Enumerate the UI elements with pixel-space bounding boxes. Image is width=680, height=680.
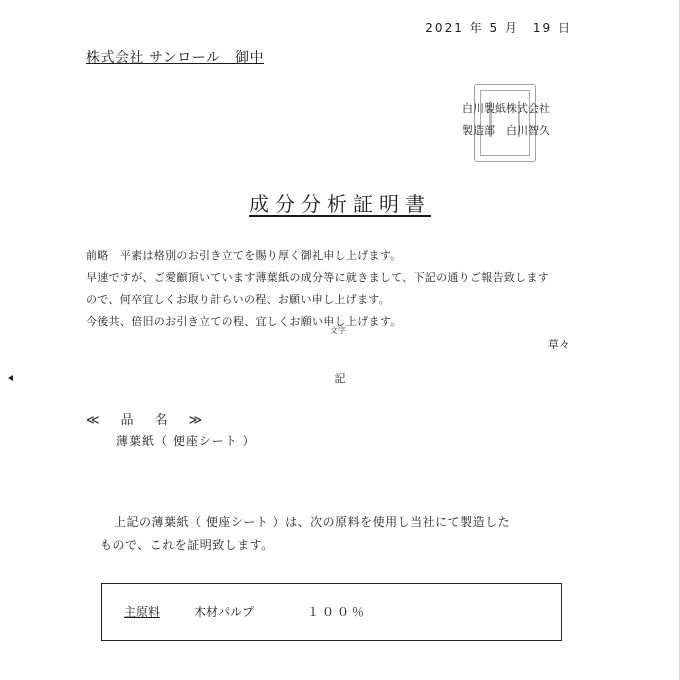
closing-word: 草々 (548, 338, 570, 351)
certification-line: もので、これを証明致します。 (100, 538, 274, 552)
material-percentage: １００％ (307, 605, 368, 619)
ki-heading: 記 (334, 372, 346, 385)
material-label: 主原料 (124, 605, 161, 619)
addressee: 株式会社 サンロール 御中 (86, 50, 264, 66)
body-line: 今後共、倍旧のお引き立ての程、宜しくお願い申し上げます。 (86, 315, 402, 328)
body-line: 早速ですが、ご愛顧頂いています薄葉紙の成分等に就きまして、下記の通りご報告致します (86, 271, 550, 284)
item-name: 薄葉紙（ 便座シート ） (116, 434, 256, 448)
document-date: 2021 年 5 月 19 日 (425, 21, 572, 35)
sender-department: 製造部 白川智久 (462, 124, 550, 137)
document-title: 成分分析証明書 (249, 192, 431, 216)
sender-company: 白川製紙株式会社 (462, 102, 550, 115)
body-line: ので、何卒宜しくお取り計らいの程、お願い申し上げます。 (86, 293, 390, 306)
material-box (101, 583, 562, 641)
sender-block (464, 100, 584, 160)
body-line: 前略 平素は格別のお引き立てを賜り厚く御礼申し上げます。 (86, 249, 402, 262)
certification-line: 上記の薄葉紙（ 便座シート ）は、次の原料を使用し当社にて製造した (114, 515, 511, 529)
material-value: 木材パルプ (194, 605, 255, 619)
item-heading: ≪ 品 名 ≫ (86, 413, 207, 428)
marginal-note: 文字 (330, 326, 346, 335)
